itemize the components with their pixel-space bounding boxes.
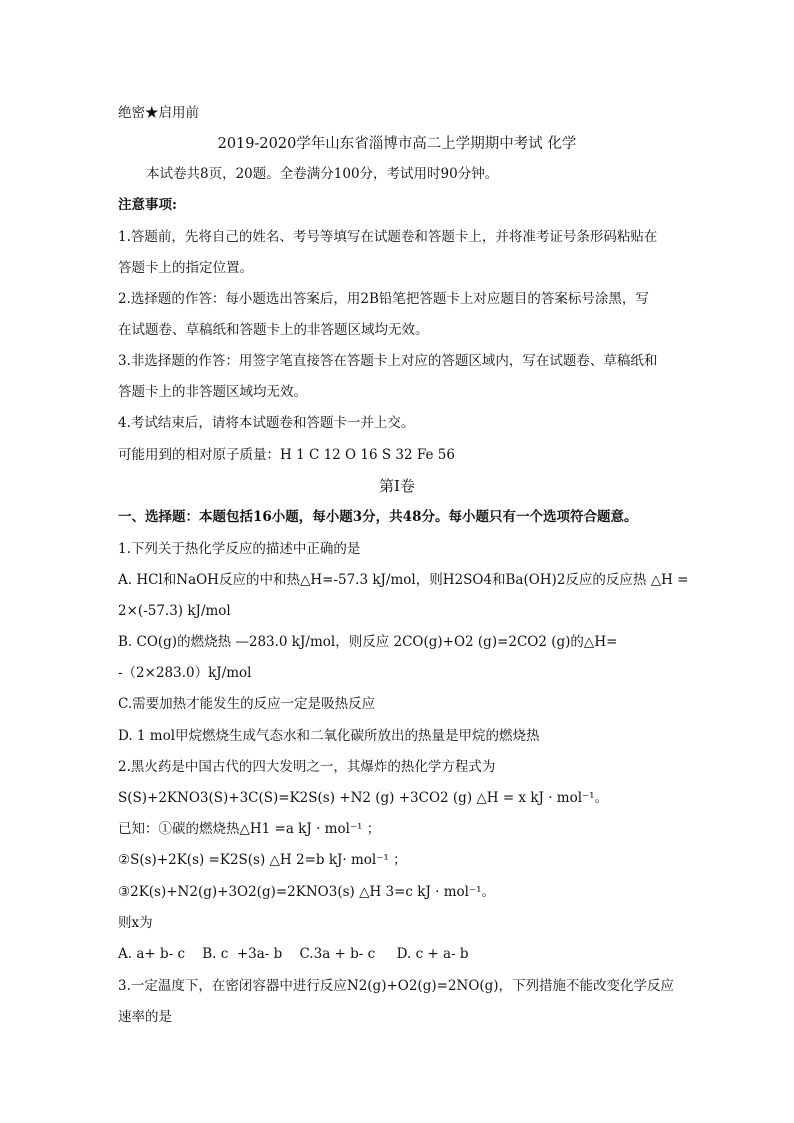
atomic-mass-line: 可能用到的相对原子质量：H 1 C 12 O 16 S 32 Fe 56	[118, 447, 455, 463]
notes-heading: 注意事项:	[118, 197, 177, 213]
question-1-option-b-cont: -（2×283.0）kJ/mol	[118, 665, 252, 681]
note-line: 答题卡上的非答题区域均无效。	[118, 384, 307, 400]
question-2-known-2: ②S(s)+2K(s) =K2S(s) △H 2=b kJ· mol⁻¹ ；	[118, 852, 407, 868]
note-line: 3.非选择题的作答：用签字笔直接答在答题卡上对应的答题区域内，写在试题卷、草稿纸和	[118, 353, 658, 369]
note-line: 在试题卷、草稿纸和答题卡上的非答题区域均无效。	[118, 322, 429, 338]
question-2-equation: S(S)+2KNO3(S)+3C(S)=K2S(s) +N2 (g) +3CO2 (g) △H = x kJ · mol⁻¹。	[118, 790, 609, 806]
question-2-known-1: 已知：①碳的燃烧热△H1 =a kJ · mol⁻¹ ；	[118, 821, 381, 837]
question-2-known-3: ③2K(s)+N2(g)+3O2(g)=2KNO3(s) △H 3=c kJ · mol⁻¹。	[118, 884, 496, 900]
question-3-stem: 3.一定温度下，在密闭容器中进行反应N2(g)+O2(g)=2NO(g)，下列措施不能改变化学反应	[118, 978, 675, 994]
page-title: 2019-2020学年山东省淄博市高二上学期期中考试 化学	[217, 136, 577, 152]
question-1-option-d: D. 1 mol甲烷燃烧生成气态水和二氧化碳所放出的热量是甲烷的燃烧热	[118, 728, 540, 744]
question-1-option-c: C.需要加热才能发生的反应一定是吸热反应	[118, 696, 376, 712]
part-label: 第Ⅰ卷	[379, 477, 415, 495]
note-line: 答题卡上的指定位置。	[118, 260, 253, 276]
question-1-stem: 1.下列关于热化学反应的描述中正确的是	[118, 541, 361, 557]
question-1-option-a: A. HCl和NaOH反应的中和热△H=-57.3 kJ/mol，则H2SO4和Ba(OH)2反应的反应热 △H =	[118, 572, 689, 588]
note-line: 4.考试结束后，请将本试题卷和答题卡一并上交。	[118, 415, 415, 431]
confidential-label: 绝密★启用前	[118, 105, 199, 121]
note-line: 1.答题前，先将自己的姓名、考号等填写在试题卷和答题卡上，并将准考证号条形码粘贴在	[118, 229, 658, 245]
question-2-ask: 则x为	[118, 915, 153, 931]
note-line: 2.选择题的作答：每小题选出答案后，用2B铅笔把答题卡上对应题目的答案标号涂黑，写	[118, 291, 649, 307]
section-title: 一、选择题：本题包括16小题，每小题3分，共48分。每小题只有一个选项符合题意。	[118, 509, 638, 525]
exam-summary: 本试卷共8页，20题。全卷满分100分，考试用时90分钟。	[146, 166, 499, 182]
question-2-stem: 2.黑火药是中国古代的四大发明之一，其爆炸的热化学方程式为	[118, 759, 496, 775]
question-2-options: A. a+ b- c B. c +3a- b C.3a + b- c D. c + a- b	[118, 946, 469, 962]
question-1-option-a-cont: 2×(-57.3) kJ/mol	[118, 603, 231, 619]
question-3-stem-cont: 速率的是	[118, 1009, 172, 1025]
question-1-option-b: B. CO(g)的燃烧热 —283.0 kJ/mol，则反应 2CO(g)+O2 (g)=2CO2 (g)的△H=	[118, 634, 618, 650]
